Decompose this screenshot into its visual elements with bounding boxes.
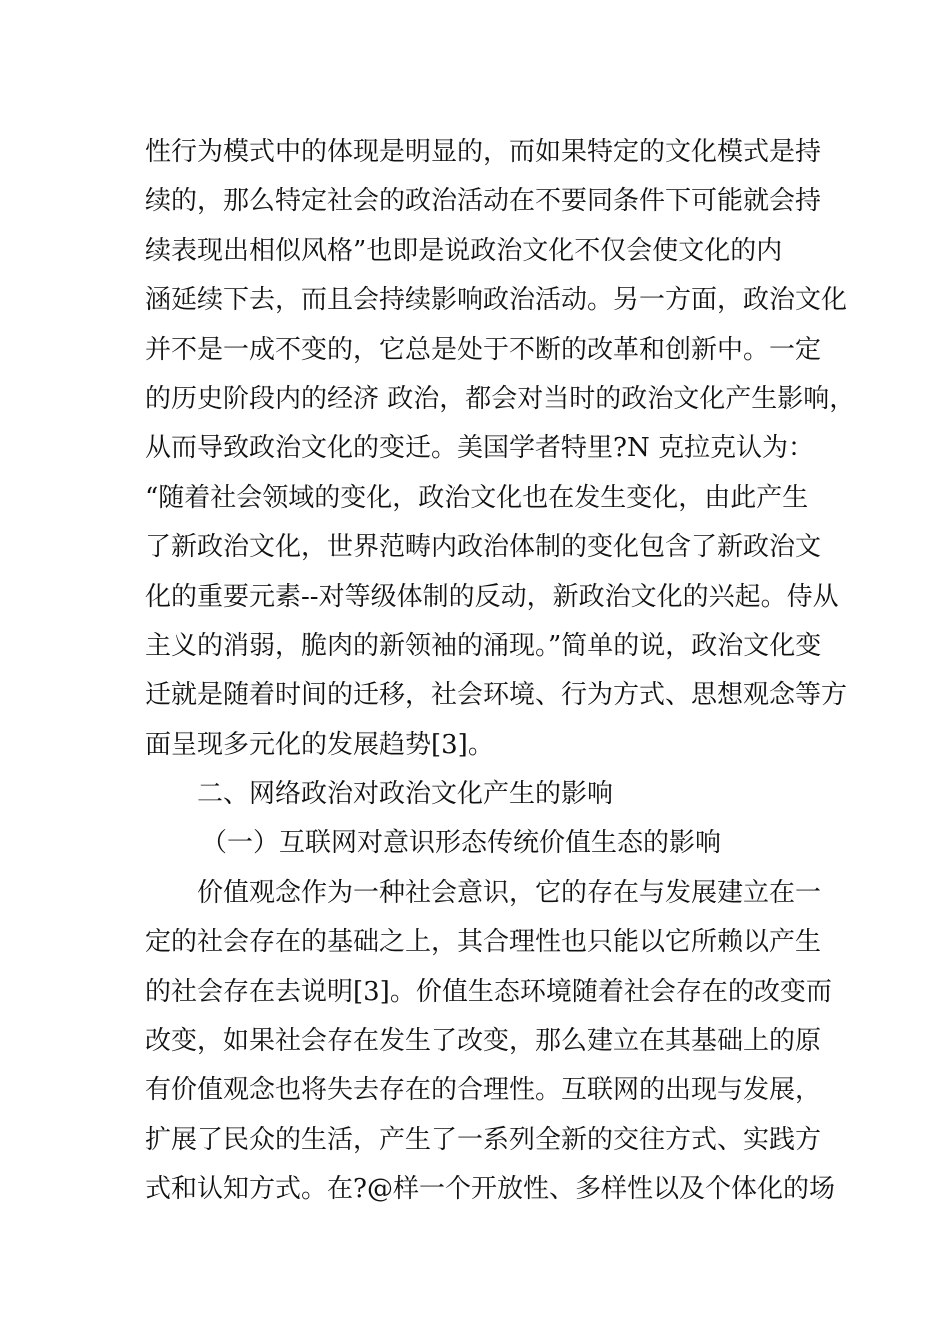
body-line: 有价值观念也将失去存在的合理性。互联网的出现与发展， (145, 1075, 822, 1106)
body-line: “随着社会领域的变化，政治文化也在发生变化，由此产生 (145, 482, 809, 513)
body-line: 式和认知方式。在?@样一个开放性、多样性以及个体化的场 (145, 1174, 835, 1205)
body-line: 迁就是随着时间的迁移，社会环境、行为方式、思想观念等方 (145, 680, 848, 711)
body-line: 从而导致政治文化的变迁。美国学者特里?N 克拉克认为： (145, 433, 814, 464)
body-line: 的社会存在去说明[3]。价值生态环境随着社会存在的改变而 (145, 976, 832, 1007)
body-line: 续表现出相似风格”也即是说政治文化不仅会使文化的内 (145, 235, 783, 266)
body-line: 的历史阶段内的经济 政治，都会对当时的政治文化产生影响， (145, 383, 856, 414)
body-line: 续的，那么特定社会的政治活动在不要同条件下可能就会持 (145, 186, 822, 217)
subsection-heading: （一）互联网对意识形态传统价值生态的影响 (201, 828, 722, 859)
body-line: 定的社会存在的基础之上，其合理性也只能以它所赖以产生 (145, 927, 822, 958)
body-line: 扩展了民众的生活，产生了一系列全新的交往方式、实践方 (145, 1124, 822, 1155)
body-line: 涵延续下去，而且会持续影响政治活动。另一方面，政治文化 (145, 285, 848, 316)
body-line: 改变，如果社会存在发生了改变，那么建立在其基础上的原 (145, 1026, 822, 1057)
body-line: 主义的消弱，脆肉的新领袖的涌现。”简单的说，政治文化变 (145, 630, 822, 661)
body-line: 了新政治文化，世界范畴内政治体制的变化包含了新政治文 (145, 532, 822, 563)
paragraph-first-line: 价值观念作为一种社会意识，它的存在与发展建立在一 (197, 877, 822, 908)
section-heading: 二、网络政治对政治文化产生的影响 (197, 779, 614, 810)
body-line: 化的重要元素--对等级体制的反动，新政治文化的兴起。侍从 (145, 581, 839, 612)
body-line: 性行为模式中的体现是明显的，而如果特定的文化模式是持 (145, 137, 822, 167)
document-body (145, 128, 856, 1215)
body-line: 并不是一成不变的，它总是处于不断的改革和创新中。一定 (145, 334, 822, 365)
body-line: 面呈现多元化的发展趋势[3]。 (145, 729, 494, 760)
